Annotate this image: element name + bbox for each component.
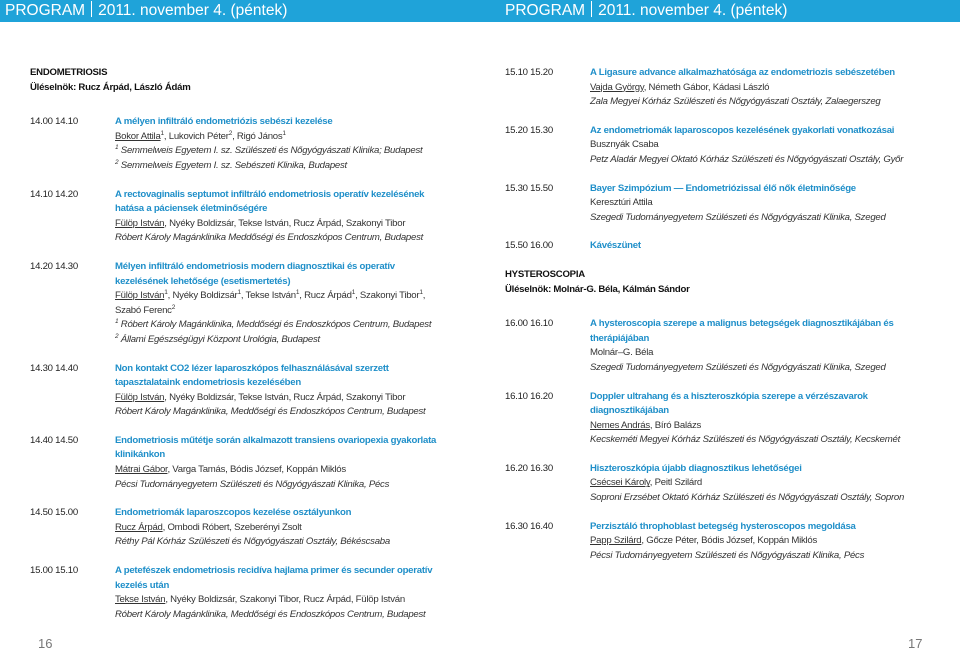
program-label: PROGRAM	[5, 2, 86, 19]
session-chairs: Üléselnök: Molnár-G. Béla, Kálmán Sándor	[505, 283, 690, 295]
program-date: 2011. november 4. (péntek)	[98, 2, 288, 19]
entry-authors: Busznyák Csaba	[590, 139, 659, 151]
entry-title: A mélyen infiltráló endometriózis sebészi kezelése	[115, 116, 333, 128]
entry-institution: Soproni Erzsébet Oktató Kórház Szülészeti és Nőgyógyászati Osztály, Sopron	[590, 492, 905, 504]
entry-title: Kávészünet	[590, 240, 641, 252]
entry-title: Az endometriomák laparoscopos kezelésének gyakorlati vonatkozásai	[590, 124, 895, 136]
entry-institution: Pécsi Tudományegyetem Szülészeti és Nőgyógyászati Klinika, Pécs	[115, 478, 390, 490]
entry-institution: Róbert Károly Magánklinika Meddőségi és Endoszkópos Centrum, Budapest	[115, 232, 424, 244]
program-entry	[30, 564, 470, 622]
entry-institution: Róbert Károly Magánklinika, Meddőségi és Endoszkópos Centrum, Budapest	[115, 406, 426, 418]
program-entry	[30, 362, 470, 420]
entry-time: 15.00 15.10	[30, 565, 78, 577]
header-banner-left	[0, 0, 480, 22]
program-entry	[505, 317, 945, 375]
section-title: HYSTEROSCOPIA	[505, 268, 585, 280]
entry-authors: Fülöp István, Nyéky Boldizsár, Tekse István, Rucz Árpád, Szakonyi Tibor	[115, 217, 406, 229]
program-entry	[505, 390, 945, 448]
program-entry	[505, 182, 945, 226]
entry-title: A Ligasure advance alkalmazhatósága az endometriozis sebészetében	[590, 67, 895, 78]
program-label: PROGRAM	[505, 2, 586, 19]
entry-title: Non kontakt CO2 lézer laparoszkópos felhasználásával szerzett tapasztalataink endometriosis kezelésében	[115, 362, 389, 389]
page-number: 17	[908, 636, 923, 651]
left-column	[30, 66, 470, 636]
entry-title: A petefészek endometriosis recidíva hajlama primer és secunder operatív kezelés után	[115, 565, 433, 591]
program-entry	[30, 115, 470, 173]
program-entry	[505, 124, 945, 168]
entry-time: 14.50 15.00	[30, 507, 78, 519]
program-date: 2011. november 4. (péntek)	[598, 2, 788, 19]
entry-time: 14.30 14.40	[30, 362, 78, 374]
entry-institution: Zala Megyei Kórház Szülészeti és Nőgyógyászati Osztály, Zalaegerszeg	[590, 96, 881, 108]
entry-time: 14.40 14.50	[30, 434, 78, 446]
entry-institution: Szegedi Tudományegyetem Szülészeti és Nőgyógyászati Klinika, Szeged	[590, 361, 886, 373]
entry-institution: $^2$ Semmelweis Egyetem I. sz. Sebészeti Klinika, Budapest	[115, 158, 347, 171]
program-entry	[30, 434, 470, 492]
entry-institution: $^1$ Róbert Károly Magánklinika, Meddőségi és Endoszkópos Centrum, Budapest	[115, 318, 432, 331]
entry-time: 15.30 15.50	[505, 182, 553, 194]
entry-authors: Keresztúri Attila	[590, 197, 653, 209]
entry-time: 15.20 15.30	[505, 124, 553, 136]
entry-authors: Csécsei Károly, Peitl Szilárd	[590, 477, 703, 489]
entry-time: 16.20 16.30	[505, 462, 553, 474]
program-entry	[30, 506, 470, 550]
entry-institution: Róbert Károly Magánklinika, Meddőségi és Endoszkópos Centrum, Budapest	[115, 608, 426, 620]
entry-authors: Bokor Attila$^1$, Lukovich Péter$^2$, Rigó János$^1$	[115, 129, 286, 142]
entry-authors: Vajda György, Németh Gábor, Kádasi László	[590, 81, 770, 93]
entry-institution: Szegedi Tudományegyetem Szülészeti és Nőgyógyászati Klinika, Szeged	[590, 211, 886, 223]
entry-title: Endometriomák laparoszcopos kezelése osztályunkon	[115, 507, 352, 519]
entry-time: 16.30 16.40	[505, 520, 553, 532]
entry-title: Perzisztáló throphoblast betegség hysteroscopos megoldása	[590, 520, 856, 532]
program-entry	[505, 520, 945, 564]
entry-institution: Pécsi Tudományegyetem Szülészeti és Nőgyógyászati Klinika, Pécs	[590, 549, 865, 561]
entry-institution: $^2$ Állami Egészségügyi Központ Urológia, Budapest	[115, 332, 320, 345]
section-title: ENDOMETRIOSIS	[30, 67, 108, 78]
entry-title: Mélyen infiltráló endometriosis modern diagnosztikai és operatív kezelésének lehetősége (esetismertetés)	[115, 260, 395, 287]
right-column	[505, 66, 945, 577]
entry-title: A hysteroscopia szerepe a malignus betegségek diagnosztikájában és therápiájában	[590, 318, 894, 344]
entry-institution: Réthy Pál Kórház Szülészeti és Nőgyógyászati Osztály, Békéscsaba	[115, 536, 390, 548]
entry-time: 15.10 15.20	[505, 67, 553, 78]
entry-title: Endometriosis műtétje során alkalmazott transiens ovariopexia gyakorlata klinikánkon	[115, 434, 437, 461]
entry-authors: Molnár–G. Béla	[590, 347, 654, 359]
program-entry	[505, 462, 945, 506]
entry-time: 16.00 16.10	[505, 318, 553, 330]
entry-time: 14.00 14.10	[30, 116, 78, 128]
entry-time: 14.10 14.20	[30, 188, 78, 200]
session-chairs: Üléselnök: Rucz Árpád, László Ádám	[30, 81, 191, 93]
entry-authors: Nemes András, Bíró Balázs	[590, 419, 702, 431]
entry-title: Bayer Szimpózium — Endometriózissal élő nők életminősége	[590, 182, 856, 194]
entry-institution: Kecskeméti Megyei Kórház Szülészeti és Nőgyógyászati Osztály, Kecskemét	[590, 434, 900, 446]
entry-authors: Fülöp István, Nyéky Boldizsár, Tekse István, Rucz Árpád, Szakonyi Tibor	[115, 391, 406, 403]
entry-authors: Szabó Ferenc$^2$	[115, 303, 176, 316]
entry-authors: Mátrai Gábor, Varga Tamás, Bódis József, Koppán Miklós	[115, 464, 346, 476]
entry-authors: Rucz Árpád, Ombodi Róbert, Szeberényi Zsolt	[115, 521, 302, 533]
entry-time: 15.50 16.00	[505, 240, 553, 252]
entry-time: 16.10 16.20	[505, 390, 553, 402]
header-divider	[591, 1, 592, 17]
header-divider	[91, 1, 92, 17]
entry-title: A rectovaginalis septumot infiltráló endometriosis operatív kezelésének hatása a páciensek életminőségére	[115, 188, 425, 215]
entry-title: Doppler ultrahang és a hiszteroszkópia szerepe a vérzészavarok diagnosztikájában	[590, 390, 868, 417]
entry-title: Hiszteroszkópia újabb diagnosztikus lehetőségei	[590, 462, 802, 474]
entry-authors: Tekse István, Nyéky Boldizsár, Szakonyi Tibor, Rucz Árpád, Fülöp István	[115, 594, 405, 606]
header-banner-right	[480, 0, 960, 22]
program-entry	[30, 260, 470, 348]
page-number: 16	[38, 636, 53, 651]
entry-time: 14.20 14.30	[30, 260, 78, 272]
program-entry	[30, 188, 470, 246]
entry-authors: Papp Szilárd, Gőcze Péter, Bódis József, Koppán Miklós	[590, 535, 818, 547]
program-entry	[505, 66, 945, 110]
entry-institution: Petz Aladár Megyei Oktató Kórház Szülészeti és Nőgyógyászati Osztály, Győr	[590, 153, 904, 165]
entry-institution: $^1$ Semmelweis Egyetem I. sz. Szülészeti és Nőgyógyászati Klinika; Budapest	[115, 144, 423, 157]
entry-authors: Fülöp István$^1$, Nyéky Boldizsár$^1$, Tekse István$^1$, Rucz Árpád$^1$, Szakonyi Tibor$^1$,	[115, 289, 426, 302]
program-entry	[505, 239, 945, 254]
